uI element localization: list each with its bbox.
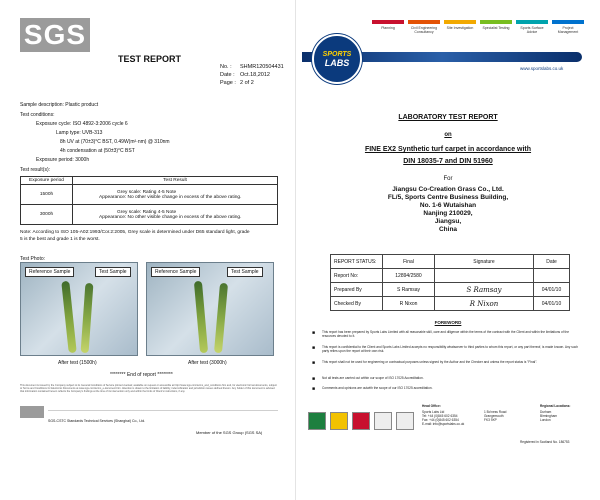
foreword-paragraph-4: Not all tests are carried out within our scope of ISO 17025 Accreditation. — [322, 376, 424, 380]
prepared-by-value: S Ramsay — [383, 283, 435, 297]
status-label: REPORT STATUS: — [331, 255, 383, 269]
tab-civil-engineering: Civil Engineering Consultancy — [410, 26, 438, 34]
foreword-paragraph-1: This report has been prepared by Sports Labs Limited with all reasonable skill, care and diligence within the terms of the contract with the Client and within the limitations of the resources devoted to it. — [322, 330, 569, 338]
table-row — [331, 269, 570, 283]
results-table-header — [21, 177, 278, 185]
sports-labs-logo — [312, 34, 362, 84]
logo-line-labs: LABS — [324, 58, 350, 68]
client-address-line: Jiangsu, — [434, 218, 462, 225]
report-title: TEST REPORT — [118, 54, 182, 64]
subject-line-2: DIN 18035-7 and DIN 51960 — [403, 158, 493, 165]
tab-testing-bar — [480, 20, 512, 24]
company-name: Sports Labs Ltd — [422, 410, 445, 414]
terms-fine-print: This document is issued by the Company subject to its General Conditions of Service printed overleaf, available on request or accessible at http://www.sgs.com/terms_and_conditions.htm and, for electronic format documents, subject to Terms and Conditions for Electronic Documents at www.sgs.com/terms_e-document.htm. Attention is drawn to the limitation of liability, indemnification and jurisdiction issues defined therein. Any holder of this document is advised that information contained hereon reflects the Company's findings at the time of its intervention only and within the limits of Client's instructions, if any. — [20, 384, 277, 394]
tab-planning: Planning — [381, 26, 395, 30]
row-result — [73, 205, 278, 225]
checked-by-date: 04/01/10 — [534, 297, 570, 311]
prepared-by-label: Prepared By — [331, 283, 383, 297]
client-name: Jiangsu Co-Creation Grass Co., Ltd. — [392, 186, 504, 193]
reference-sample-label: Reference Sample — [151, 267, 200, 277]
tab-site-investigation: Site Investigation — [446, 26, 474, 30]
header-test-result: Test Result — [73, 177, 278, 185]
sample-description: Sample description: Plastic product — [20, 102, 99, 108]
test-results-label: Test result(s): — [20, 167, 51, 173]
head-office-details — [422, 410, 464, 426]
test-photo-3000h — [146, 262, 274, 356]
checked-by-value: R Nixon — [383, 297, 435, 311]
reference-sample-label: Reference Sample — [25, 267, 74, 277]
results-table — [20, 176, 278, 225]
bullet-icon: ■ — [312, 360, 316, 366]
regional-label: Regional Locations: — [540, 404, 571, 408]
tab-surface-bar — [516, 20, 548, 24]
website-link[interactable]: www.sportslabs.co.uk — [520, 66, 564, 71]
sgs-test-report-page — [0, 0, 296, 500]
end-of-report: ******** End of report ******** — [110, 372, 173, 378]
date-header: Date — [534, 255, 570, 269]
report-date: Date : Oct.18,2012 — [220, 72, 270, 78]
row-appearance: Appearance: No other visible change in excess of the above rating. — [99, 214, 242, 220]
table-row — [331, 255, 570, 269]
registration-number: Registered in Scotland No. 186753 — [520, 440, 570, 444]
tab-site-bar — [444, 20, 476, 24]
email: E-mail: info@sportslabs.co.uk — [422, 422, 465, 426]
table-row — [21, 185, 278, 205]
bullet-icon: ■ — [312, 330, 316, 336]
table-row — [21, 205, 278, 225]
client-address-line: China — [438, 226, 458, 233]
row-grey-scale: Grey scale: Rating 4-5 Note — [117, 209, 177, 215]
foreword-paragraph-3: This report shall not be used for engineering or contractual purposes unless signed by the Author and the Checker and unless the report status is "Final". — [322, 360, 538, 364]
condition-exposure-period: Exposure period: 3000h — [36, 157, 90, 163]
condition-condensation: 4h condensation at (50±3)°C BST — [60, 148, 135, 154]
signature-header: Signature — [435, 255, 534, 269]
on-label: on — [444, 132, 452, 138]
client-address-line: No. 1-6 Wutaishan — [419, 202, 477, 209]
report-no-signature — [435, 269, 534, 283]
foreword-title: FOREWORD — [434, 320, 462, 325]
table-row — [331, 283, 570, 297]
phone: Tel: +44 (0)845 602 6354 — [422, 414, 458, 418]
tab-project-bar — [552, 20, 584, 24]
condition-lamp-type: Lamp type: UVB-313 — [56, 130, 103, 136]
checked-by-label: Checked By — [331, 297, 383, 311]
fax: Fax: +44 (0)845 602 6354 — [422, 418, 459, 422]
accreditation-logo-icon — [330, 412, 348, 430]
tab-planning-bar — [372, 20, 404, 24]
office-address: 1 Bo'ness Road Grangemouth FK3 9XP — [484, 410, 507, 422]
report-status-table — [330, 254, 570, 311]
for-label: For — [443, 176, 453, 182]
condition-uv: 8h UV at (70±3)°C BST, 0.49W(m²·nm) @ 310nm — [60, 139, 170, 145]
sports-labs-report-page — [296, 0, 600, 500]
subject-line-1: FINE EX2 Synthetic turf carpet in accordance with — [364, 146, 532, 153]
accreditation-logo-icon — [308, 412, 326, 430]
tab-specialist-testing: Specialist Testing — [482, 26, 510, 30]
condition-exposure-cycle: Exposure cycle: ISO 4892-3:2006 cycle 6 — [36, 121, 128, 127]
test-sample — [214, 283, 228, 353]
report-no-date — [534, 269, 570, 283]
row-result — [73, 185, 278, 205]
note-line-1: Note: According to ISO 105-A02:1993/Cor.2:2005, Grey scale is determined under D65 standard light, grade — [20, 230, 250, 235]
report-page: Page : 2 of 2 — [220, 80, 254, 86]
footer-divider — [48, 410, 278, 411]
header-exposure-period: Exposure period — [21, 177, 73, 185]
test-sample-label: Test Sample — [95, 267, 131, 277]
sgs-logo: SGS — [20, 18, 90, 52]
footer-address: SGS-CSTC Standards Technical Services (Shanghai) Co., Ltd. — [48, 419, 146, 423]
head-office-label: Head Office: — [422, 404, 441, 408]
client-address-line: Nanjing 210029, — [423, 210, 473, 217]
logo-line-sports: SPORTS — [322, 51, 352, 58]
checked-by-signature: R Nixon — [435, 297, 534, 311]
table-row — [331, 297, 570, 311]
photo-caption-1500h: After test (1500h) — [58, 360, 97, 366]
test-photo-1500h — [20, 262, 138, 356]
bullet-icon: ■ — [312, 386, 316, 392]
bullet-icon: ■ — [312, 376, 316, 382]
foreword-paragraph-5: Comments and opinions are outwith the scope of our ISO 17025 accreditation. — [322, 386, 433, 390]
iso-logo-icon — [396, 412, 414, 430]
test-conditions-label: Test conditions: — [20, 112, 55, 118]
row-grey-scale: Grey scale: Rating 4-5 Note — [117, 189, 177, 195]
photo-caption-3000h: After test (3000h) — [188, 360, 227, 366]
bullet-icon: ■ — [312, 345, 316, 351]
regional-locations: Durham Birmingham London — [540, 410, 558, 422]
prepared-by-date: 04/01/10 — [534, 283, 570, 297]
fifa-logo-icon — [352, 412, 370, 430]
status-value: Final — [383, 255, 435, 269]
row-period: 3000h — [21, 205, 73, 225]
prepared-by-signature: S Ramsay — [435, 283, 534, 297]
lab-report-title: LABORATORY TEST REPORT — [398, 114, 498, 121]
row-period: 1500h — [21, 185, 73, 205]
test-photo-label: Test Photo: — [20, 256, 46, 262]
tab-project-management: Project Management — [557, 26, 579, 34]
test-sample — [81, 283, 94, 353]
reference-sample — [194, 281, 208, 353]
row-appearance: Appearance: No other visible change in excess of the above rating. — [99, 194, 242, 200]
tab-civil-bar — [408, 20, 440, 24]
tab-sports-surface-advice: Sports Surface Advice — [520, 26, 544, 34]
client-address-line: FL/5, Sports Centre Business Building, — [387, 194, 509, 201]
sgs-footer-logo — [20, 406, 44, 418]
report-number: No. : SHMR120504431 — [220, 64, 284, 70]
report-no-label: Report No: — [331, 269, 383, 283]
reference-sample — [61, 281, 76, 353]
foreword-paragraph-2: This report is confidential to the Client and Sports Labs Limited accepts no responsibility whatsoever to third parties to whom this report, or any part thereof, is made known. Any such party relies upon the report at their own risk. — [322, 345, 579, 353]
footer-member: Member of the SGS Group (SGS SA) — [196, 430, 263, 435]
report-no-value: 12894/2580 — [383, 269, 435, 283]
client-address — [296, 186, 600, 234]
test-sample-label: Test Sample — [227, 267, 263, 277]
ukas-logo-icon — [374, 412, 392, 430]
note-line-2: 5 is the best and grade 1 is the worst. — [20, 237, 100, 242]
